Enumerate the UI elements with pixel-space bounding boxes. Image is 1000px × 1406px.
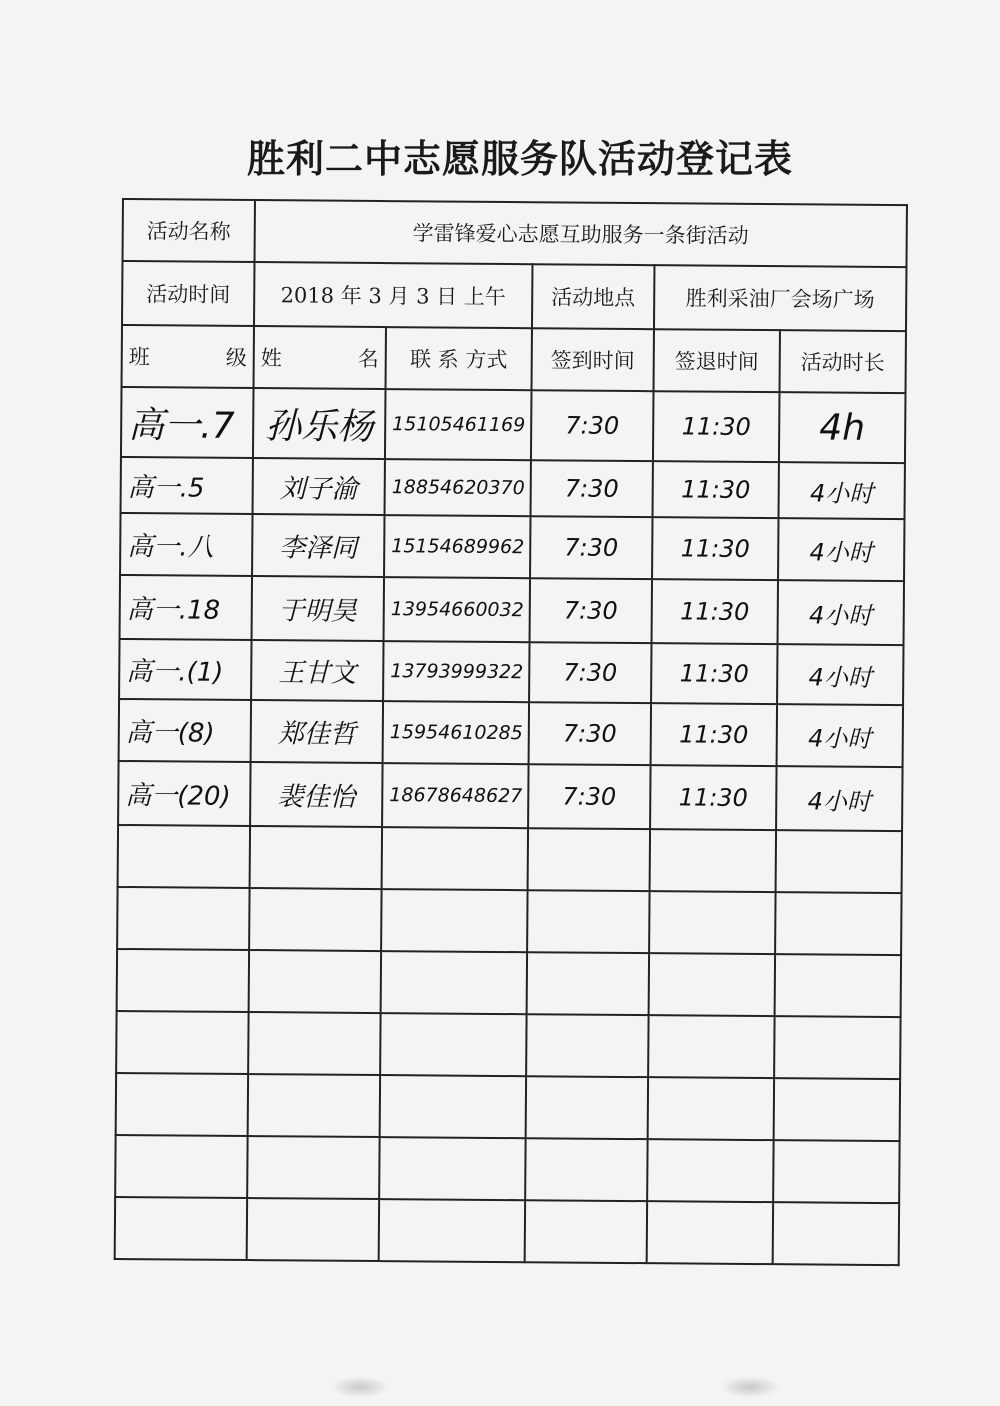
empty-cell (776, 830, 902, 893)
empty-cell (650, 829, 776, 892)
scan-smudge (720, 1376, 780, 1398)
header-checkin: 签到时间 (532, 328, 654, 391)
empty-cell (249, 888, 381, 951)
activity-time-value: 2018 年 3 月 3 日 上午 (254, 262, 532, 328)
empty-cell (775, 954, 901, 1017)
table-row (119, 699, 903, 767)
empty-cell (249, 950, 381, 1013)
empty-cell (380, 1075, 526, 1138)
cell-checkin: 7:30 (529, 642, 651, 703)
location-label: 活动地点 (532, 264, 654, 329)
cell-duration: 4h (779, 392, 906, 463)
cell-checkin: 7:30 (529, 702, 651, 765)
scan-smudge (330, 1376, 390, 1398)
empty-cell (648, 1077, 774, 1140)
empty-row (118, 825, 902, 893)
empty-cell (774, 1016, 900, 1079)
empty-cell (648, 1015, 774, 1078)
empty-cell (250, 826, 382, 889)
location-value: 胜利采油厂会场广场 (654, 265, 906, 331)
empty-cell (117, 887, 249, 950)
column-header-row (122, 325, 906, 393)
cell-duration: 4小时 (776, 766, 902, 831)
empty-cell (774, 1078, 900, 1141)
empty-cell (525, 1138, 647, 1201)
empty-cell (773, 1202, 899, 1265)
header-contact: 联 系 方式 (386, 327, 532, 390)
empty-row (117, 887, 901, 955)
empty-cell (117, 949, 249, 1012)
cell-checkout: 11:30 (651, 703, 777, 766)
cell-phone: 18678648627 (382, 763, 528, 828)
empty-cell (248, 1012, 380, 1075)
header-class-b: 级 (225, 345, 247, 370)
cell-phone: 15154689962 (384, 515, 530, 578)
cell-name: 刘子渝 (253, 458, 385, 515)
cell-phone: 13793999322 (383, 641, 529, 702)
cell-class: 高一.八 (120, 513, 252, 576)
empty-cell (525, 1200, 647, 1263)
cell-duration: 4小时 (778, 518, 904, 581)
cell-name: 李泽同 (252, 514, 384, 577)
cell-duration: 4小时 (777, 644, 903, 705)
cell-class: 高一(8) (119, 699, 251, 762)
empty-cell (381, 951, 527, 1014)
cell-phone: 15954610285 (383, 701, 529, 764)
cell-checkin: 7:30 (530, 516, 652, 579)
cell-name: 王甘文 (251, 640, 383, 701)
activity-name-row (123, 199, 907, 267)
cell-checkout: 11:30 (652, 579, 778, 644)
table-row (119, 639, 903, 705)
activity-time-row (122, 261, 906, 331)
header-checkout: 签退时间 (653, 329, 779, 392)
cell-duration: 4小时 (779, 462, 905, 519)
empty-cell (649, 891, 775, 954)
cell-name: 孙乐杨 (253, 388, 386, 459)
cell-class: 高一.5 (121, 457, 253, 514)
cell-checkout: 11:30 (653, 391, 780, 462)
cell-name: 裴佳怡 (250, 762, 382, 827)
cell-checkout: 11:30 (651, 643, 777, 704)
header-class (122, 325, 254, 388)
empty-cell (247, 1198, 379, 1261)
empty-cell (773, 1140, 899, 1203)
header-name (254, 326, 386, 389)
empty-cell (526, 1014, 648, 1077)
empty-cell (118, 825, 250, 888)
cell-checkout: 11:30 (652, 517, 778, 580)
table-row (121, 457, 905, 519)
empty-cell (115, 1135, 247, 1198)
cell-phone: 18854620370 (385, 459, 531, 516)
empty-row (115, 1197, 899, 1265)
cell-checkin: 7:30 (531, 390, 654, 461)
empty-cell (527, 952, 649, 1015)
table-row (121, 387, 906, 463)
cell-checkin: 7:30 (528, 764, 650, 829)
empty-cell (116, 1073, 248, 1136)
activity-time-label: 活动时间 (122, 261, 254, 326)
empty-cell (380, 1013, 526, 1076)
cell-phone: 13954660032 (384, 577, 530, 642)
header-name-a: 姓 (260, 346, 282, 371)
empty-cell (247, 1136, 379, 1199)
empty-cell (647, 1139, 773, 1202)
cell-name: 郑佳哲 (251, 700, 383, 763)
empty-cell (647, 1201, 773, 1264)
empty-row (116, 1011, 900, 1079)
empty-cell (526, 1076, 648, 1139)
empty-cell (527, 890, 649, 953)
activity-name-value: 学雷锋爱心志愿互助服务一条街活动 (255, 200, 907, 267)
empty-row (115, 1135, 899, 1203)
empty-cell (115, 1197, 247, 1260)
cell-checkout: 11:30 (650, 765, 776, 830)
empty-row (117, 949, 901, 1017)
header-name-b: 名 (357, 346, 379, 372)
empty-cell (248, 1074, 380, 1137)
empty-cell (379, 1199, 525, 1262)
cell-duration: 4小时 (777, 704, 903, 767)
registration-table (114, 198, 908, 1266)
empty-row (116, 1073, 900, 1141)
header-duration: 活动时长 (779, 330, 905, 393)
table-row (118, 761, 902, 831)
table-row (120, 513, 904, 581)
cell-class: 高一.7 (121, 387, 254, 458)
cell-class: 高一.18 (120, 575, 252, 640)
cell-checkin: 7:30 (530, 578, 652, 643)
empty-cell (775, 892, 901, 955)
table-row (120, 575, 904, 645)
cell-class: 高一.(1) (119, 639, 251, 700)
header-class-a: 班 (128, 345, 150, 370)
empty-cell (116, 1011, 248, 1074)
activity-name-label: 活动名称 (123, 199, 255, 262)
empty-cell (382, 827, 528, 890)
cell-duration: 4小时 (778, 580, 904, 645)
cell-checkout: 11:30 (653, 461, 779, 518)
form-title: 胜利二中志愿服务队活动登记表 (246, 137, 793, 181)
cell-phone: 15105461169 (385, 389, 532, 460)
empty-cell (379, 1137, 525, 1200)
empty-cell (528, 828, 650, 891)
cell-name: 于明昊 (252, 576, 384, 641)
cell-checkin: 7:30 (531, 460, 653, 517)
empty-cell (649, 953, 775, 1016)
cell-class: 高一(20) (118, 761, 250, 826)
empty-cell (381, 889, 527, 952)
